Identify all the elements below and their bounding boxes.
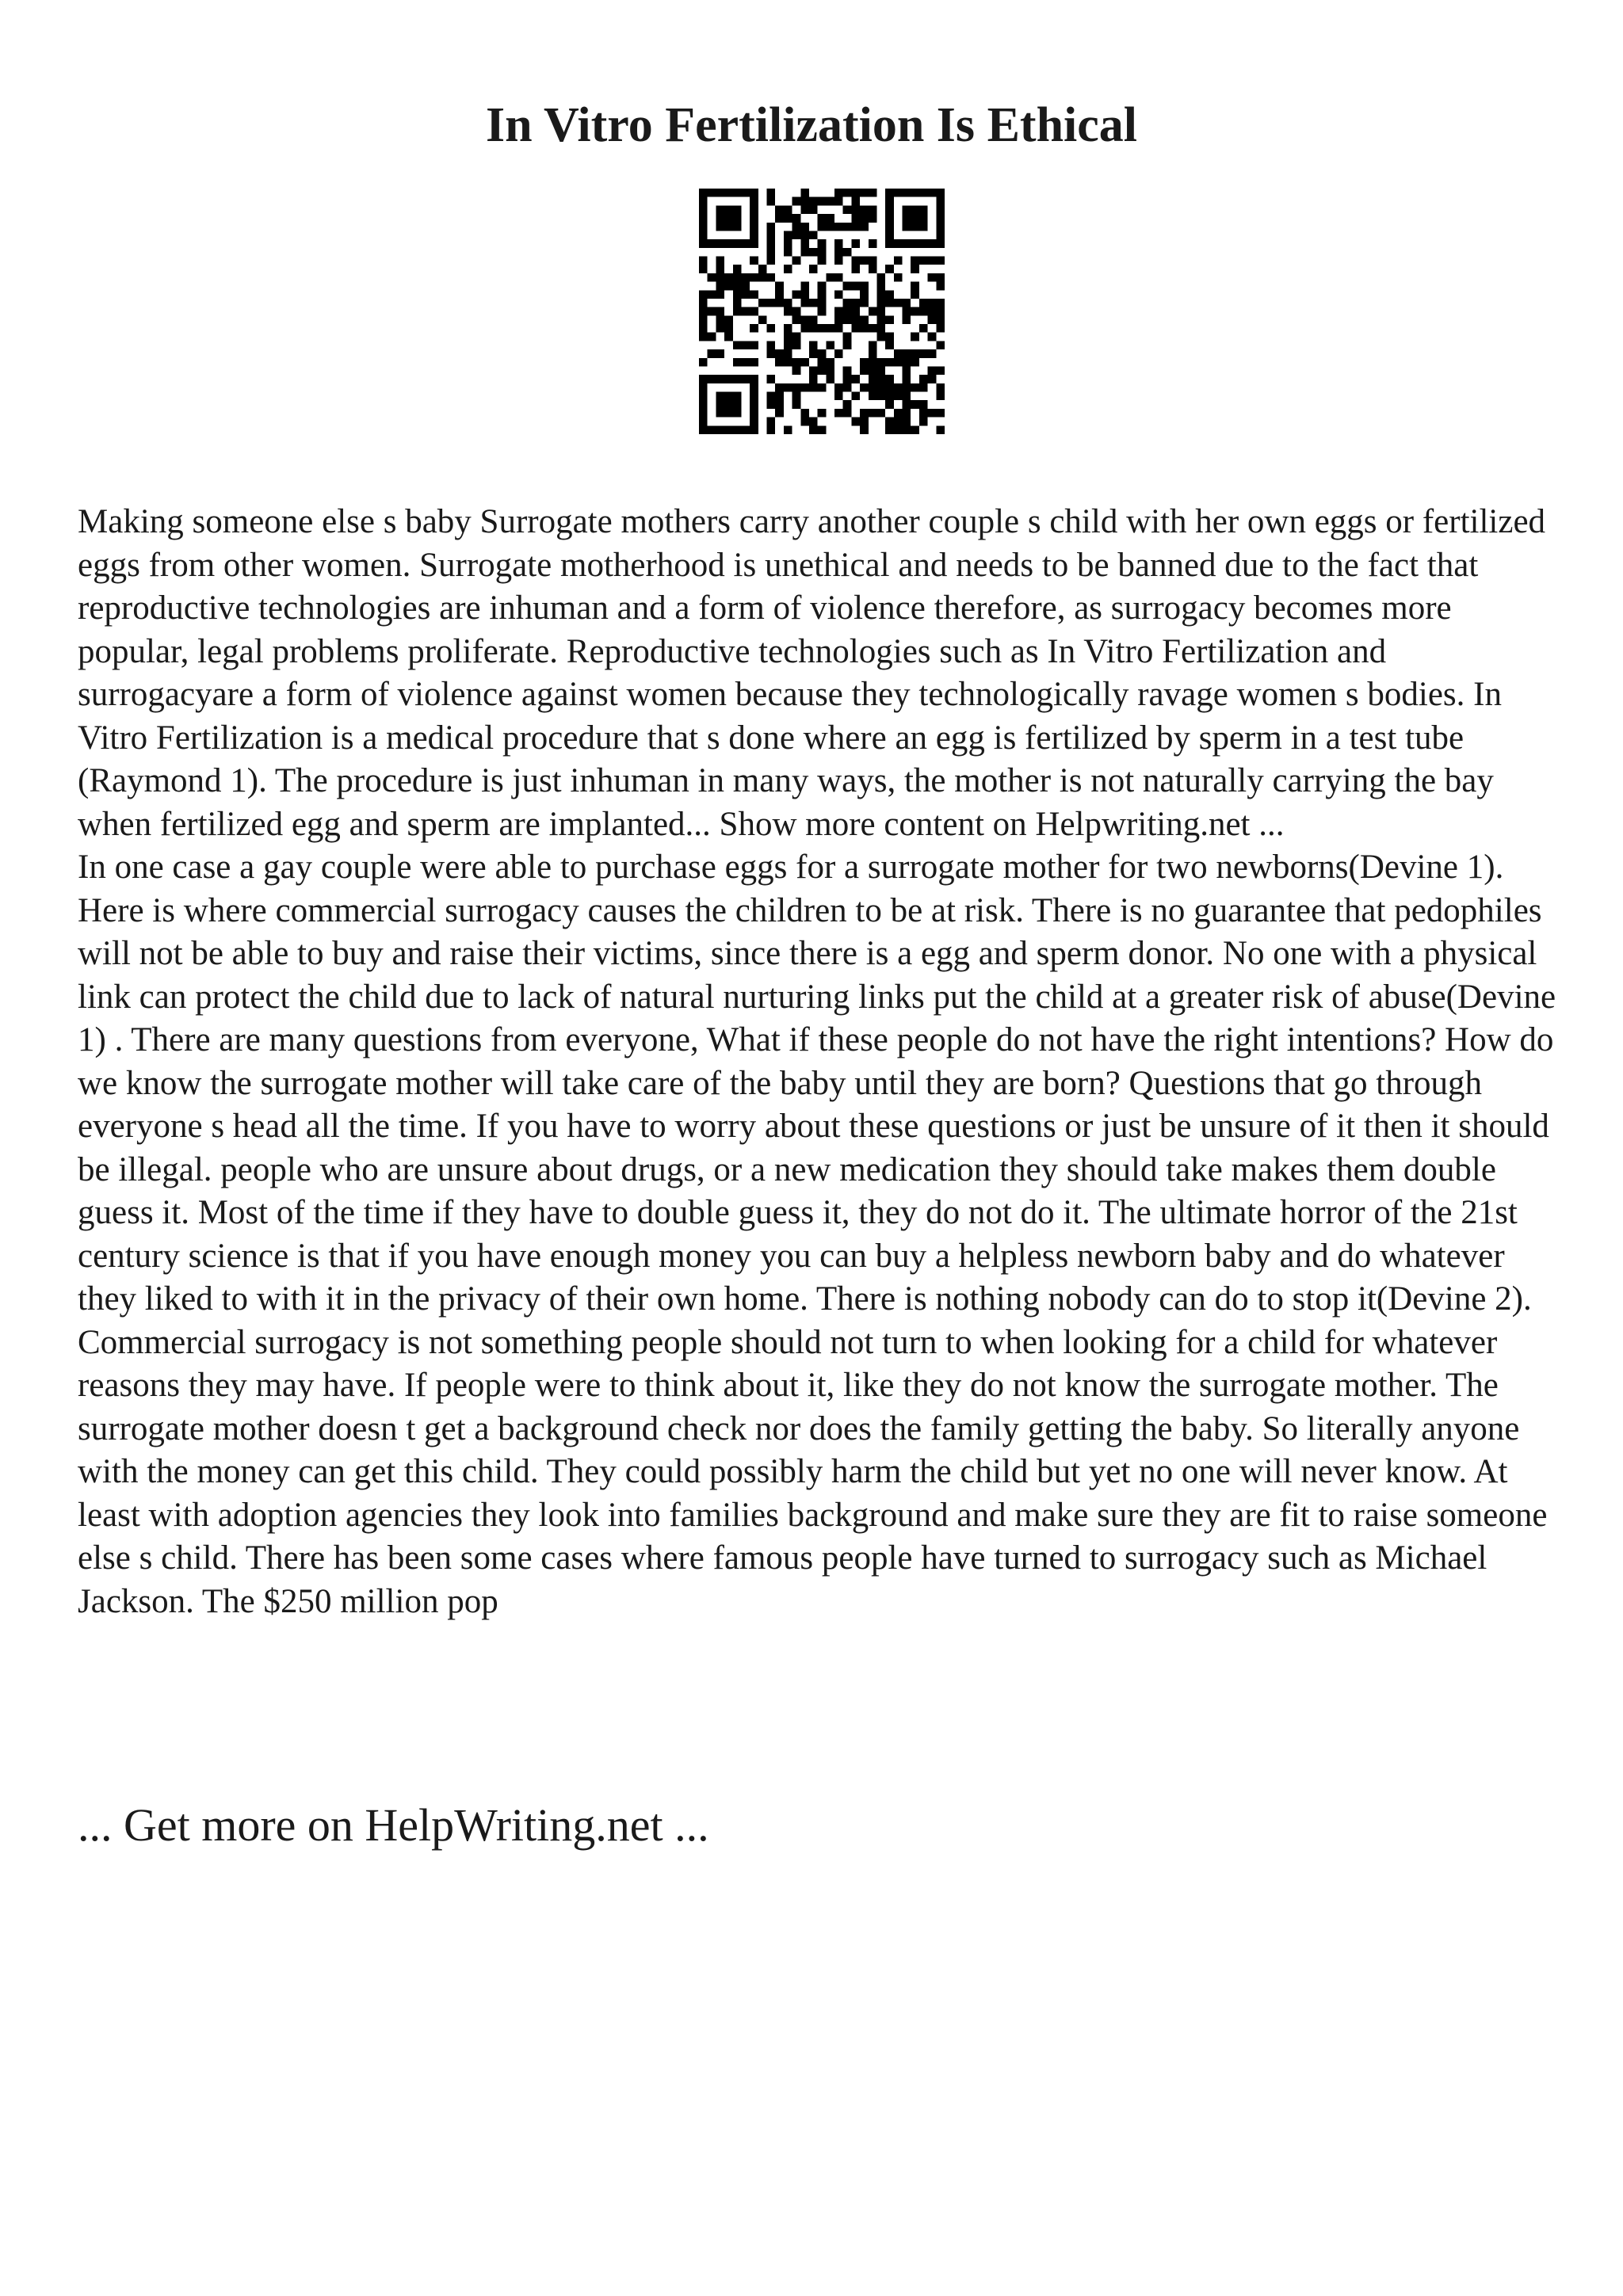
paragraph-2: In one case a gay couple were able to purchase eggs for a surrogate mother for two newborns(Devine 1). Here is where commercial surrogacy causes the children to be at risk. There is no guarantee that pedophiles will not be able to buy and raise their victims, since there is a egg and sperm donor. No one with a physical link can protect the child due to lack of natural nurturing links put the child at a greater risk of abuse(Devine 1) . There are many questions from everyone, What if these people do not have the right intentions? How do we know the surrogate mother will take care of the baby until they are born? Questions that go through everyone s head all the time. If you have to worry about these questions or just be unsure of it then it should be illegal. people who are unsure about drugs, or a new medication they should take makes them double guess it. Most of the time if they have to double guess it, they do not do it. The ultimate horror of the 21st century science is that if you have enough money you can buy a helpless newborn baby and do whatever they liked to with it in the privacy of their own home. There is nothing nobody can do to stop it(Devine 2). Commercial surrogacy is not something people should not turn to when looking for a child for whatever reasons they may have. If people were to think about it, like they do not know the surrogate mother. The surrogate mother doesn t get a background check nor does the family getting the baby. So literally anyone with the money can get this child. They could possibly harm the child but yet no one will never know. At least with adoption agencies they look into families background and make sure they are fit to raise someone else s child. There has been some cases where famous people have turned to surrogacy such as Michael Jackson. The $250 million pop bbox=[78, 849, 1556, 1620]
document-title: In Vitro Fertilization Is Ethical bbox=[485, 98, 1138, 152]
qr-code-icon bbox=[699, 189, 945, 434]
get-more-link[interactable]: ... Get more on HelpWriting.net ... bbox=[78, 1799, 709, 1851]
paragraph-1: Making someone else s baby Surrogate mothers carry another couple s child with her own eggs or fertilized eggs from other women. Surrogate motherhood is unethical and needs to be banned due to the fact that reproductive technologies are inhuman and a form of violence therefore, as surrogacy becomes more popular, legal problems proliferate. Reproductive technologies such as In Vitro Fertilization and surrogacyare a form of violence against women because they technologically ravage women s bodies. In Vitro Fertilization is a medical procedure that s done where an egg is fertilized by sperm in a test tube (Raymond 1). The procedure is just inhuman in many ways, the mother is not naturally carrying the bay when fertilized egg and sperm are implanted... Show more content on Helpwriting.net ... bbox=[78, 503, 1546, 843]
article-body bbox=[78, 501, 1568, 1623]
